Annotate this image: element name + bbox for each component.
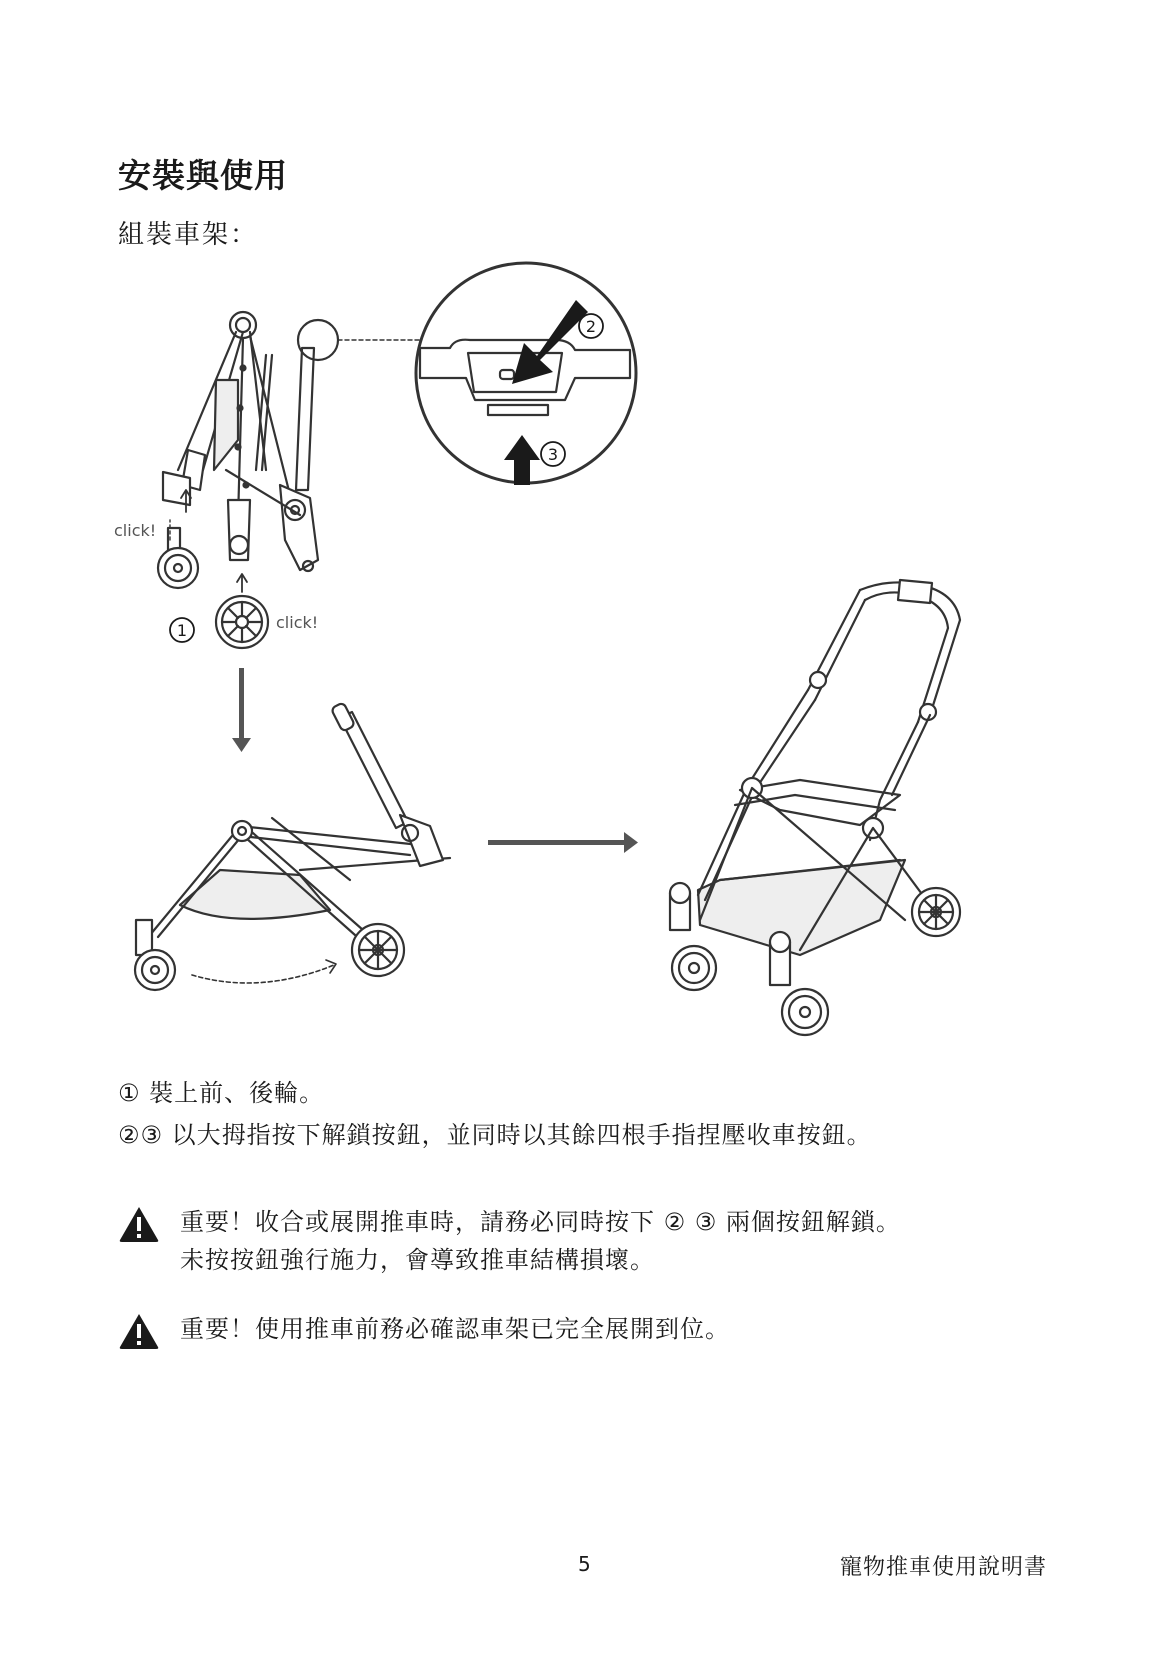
rear-wheel-drawing <box>216 574 268 648</box>
down-arrow-icon <box>232 668 251 752</box>
unfolding-stroller-drawing <box>135 702 450 990</box>
warning-triangle-icon <box>118 1312 160 1350</box>
marker-2-label: 2 <box>585 317 597 336</box>
step-1-text: ① 裝上前、後輪。 <box>118 1079 325 1107</box>
click-label-rear: click! <box>276 613 319 632</box>
folded-stroller-drawing <box>163 312 422 571</box>
document-title: 寵物推車使用說明書 <box>840 1555 1048 1580</box>
page-number: 5 <box>578 1552 591 1576</box>
warning-1-line-1: 重要！收合或展開推車時，請務必同時按下 ② ③ 兩個按鈕解鎖。 <box>180 1208 901 1236</box>
front-wheel-drawing <box>158 490 198 588</box>
page-title: 安裝與使用 <box>118 156 288 195</box>
marker-1-label: 1 <box>176 621 188 640</box>
warning-2-line-1: 重要！使用推車前務必確認車架已完全展開到位。 <box>180 1315 730 1343</box>
click-label-front: click! <box>114 521 157 540</box>
section-subtitle: 組裝車架： <box>118 220 259 250</box>
step-2-text: ②③ 以大拇指按下解鎖按鈕，並同時以其餘四根手指捏壓收車按鈕。 <box>118 1121 872 1149</box>
assembled-stroller-drawing <box>670 580 960 1035</box>
right-arrow-icon <box>488 832 638 853</box>
warning-triangle-icon <box>118 1205 160 1243</box>
marker-3-label: 3 <box>547 445 559 464</box>
warning-1-line-2: 未按按鈕強行施力，會導致推車結構損壞。 <box>180 1246 655 1274</box>
